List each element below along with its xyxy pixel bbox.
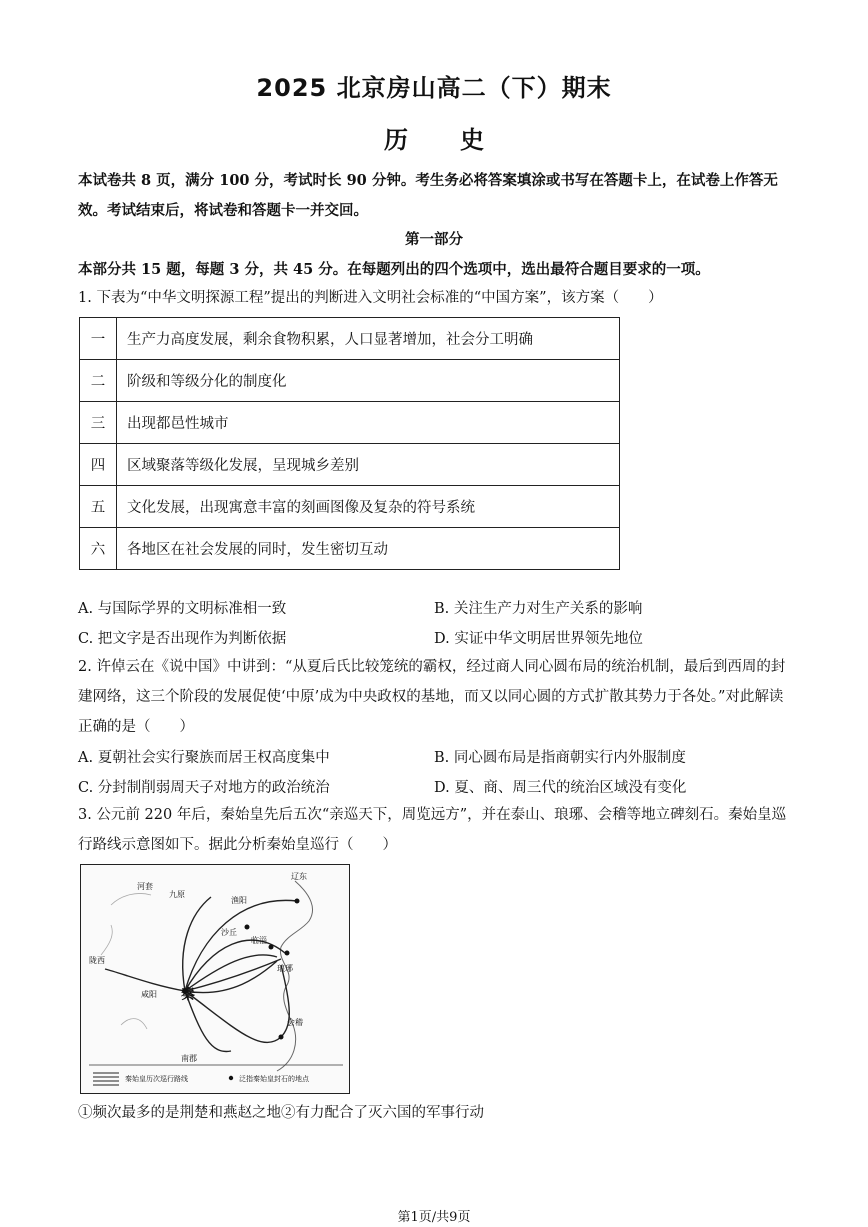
label-yuyang: 渔阳 [231,896,247,905]
label-linzi: 临淄 [251,936,267,945]
terrain-lines [101,893,151,1029]
subject-title [0,120,868,155]
row-text: 区域聚落等级化发展，呈现城乡差别 [117,444,620,486]
q1-option-d: D. 实证中华文明居世界领先地位 [434,631,643,647]
label-nanjun: 南郡 [181,1054,197,1063]
map-labels [89,871,307,1063]
label-xianyang: 咸阳 [141,990,157,999]
coastline [277,881,313,1071]
table-row [80,444,620,486]
row-text: 文化发展，出现寓意丰富的刻画图像及复杂的符号系统 [117,486,620,528]
exam-notice: 本试卷共 8 页，满分 100 分，考试时长 90 分钟。考生务必将答案填涂或书写在答题卡上，在试卷上作答无效。考试结束后，将试卷和答题卡一并交回。 [78,172,778,219]
row-text: 各地区在社会发展的同时，发生密切互动 [117,528,620,570]
part-intro: 本部分共 15 题，每题 3 分，共 45 分。在每题列出的四个选项中，选出最符合题目要求的一项。 [78,261,710,278]
q2-option-a: A. 夏朝社会实行聚族而居王权高度集中 [78,750,330,766]
legend-stone: 泛指秦始皇封石的地点 [239,1075,309,1083]
row-text: 生产力高度发展，剩余食物积累，人口显著增加，社会分工明确 [117,318,620,360]
label-langya: 琅琊 [277,964,293,973]
q1-option-b: B. 关注生产力对生产关系的影响 [434,601,643,617]
q2-option-d: D. 夏、商、周三代的统治区域没有变化 [434,780,687,796]
table-row [80,528,620,570]
q2-option-b: B. 同心圆布局是指商朝实行内外服制度 [434,750,686,766]
row-text: 出现都邑性城市 [117,402,620,444]
row-num: 二 [80,360,117,402]
exam-title: 2025 北京房山高二（下）期末 [256,74,612,102]
label-longxi: 陇西 [89,956,105,965]
map-legend [89,1065,343,1085]
table-row [80,318,620,360]
legend-route: 秦始皇历次巡行路线 [125,1075,188,1083]
page-footer: 第1页/共9页 [397,1210,471,1225]
map-svg [81,865,349,1093]
qin-tour-route-map [80,864,350,1094]
part-title: 第一部分 [405,231,463,248]
table-row [80,360,620,402]
route-lines [105,897,297,1052]
label-jiuyuan: 九原 [169,890,185,899]
subject-char-2: 史 [460,126,484,154]
row-num: 三 [80,402,117,444]
label-hejin: 河套 [137,882,153,891]
row-text: 阶级和等级分化的制度化 [117,360,620,402]
row-num: 五 [80,486,117,528]
label-liaodong: 辽东 [291,872,307,881]
q1-stem: 1. 下表为“中华文明探源工程”提出的判断进入文明社会标准的“中国方案”，该方案（ ） [78,290,663,306]
q1-table [79,317,620,570]
q3-statement: ①频次最多的是荆楚和燕赵之地②有力配合了灭六国的军事行动 [78,1105,484,1121]
q1-option-c: C. 把文字是否出现作为判断依据 [78,631,287,647]
q2-option-c: C. 分封制削弱周天子对地方的政治统治 [78,780,330,796]
q3-stem: 3. 公元前 220 年后，秦始皇先后五次“亲巡天下，周览远方”，并在泰山、琅琊、会稽等地立碑刻石。秦始皇巡行路线示意图如下。据此分析秦始皇巡行（ ） [78,807,787,853]
row-num: 四 [80,444,117,486]
label-qin: 秦 [181,987,195,1003]
table-row [80,486,620,528]
label-shaqiu: 沙丘 [221,928,237,937]
label-kuaiji: 会稽 [287,1018,303,1027]
q2-stem: 2. 许倬云在《说中国》中讲到：“从夏后氏比较笼统的霸权，经过商人同心圆布局的统治机制，最后到西周的封建网络，这三个阶段的发展促使‘中原’成为中央政权的基地，而又以同心圆的方式扩散其势力于各处。”对此解读正确的是（ ） [78,659,786,735]
subject-char-1: 历 [384,126,408,154]
q1-option-a: A. 与国际学界的文明标准相一致 [78,601,287,617]
row-num: 一 [80,318,117,360]
table-row [80,402,620,444]
row-num: 六 [80,528,117,570]
